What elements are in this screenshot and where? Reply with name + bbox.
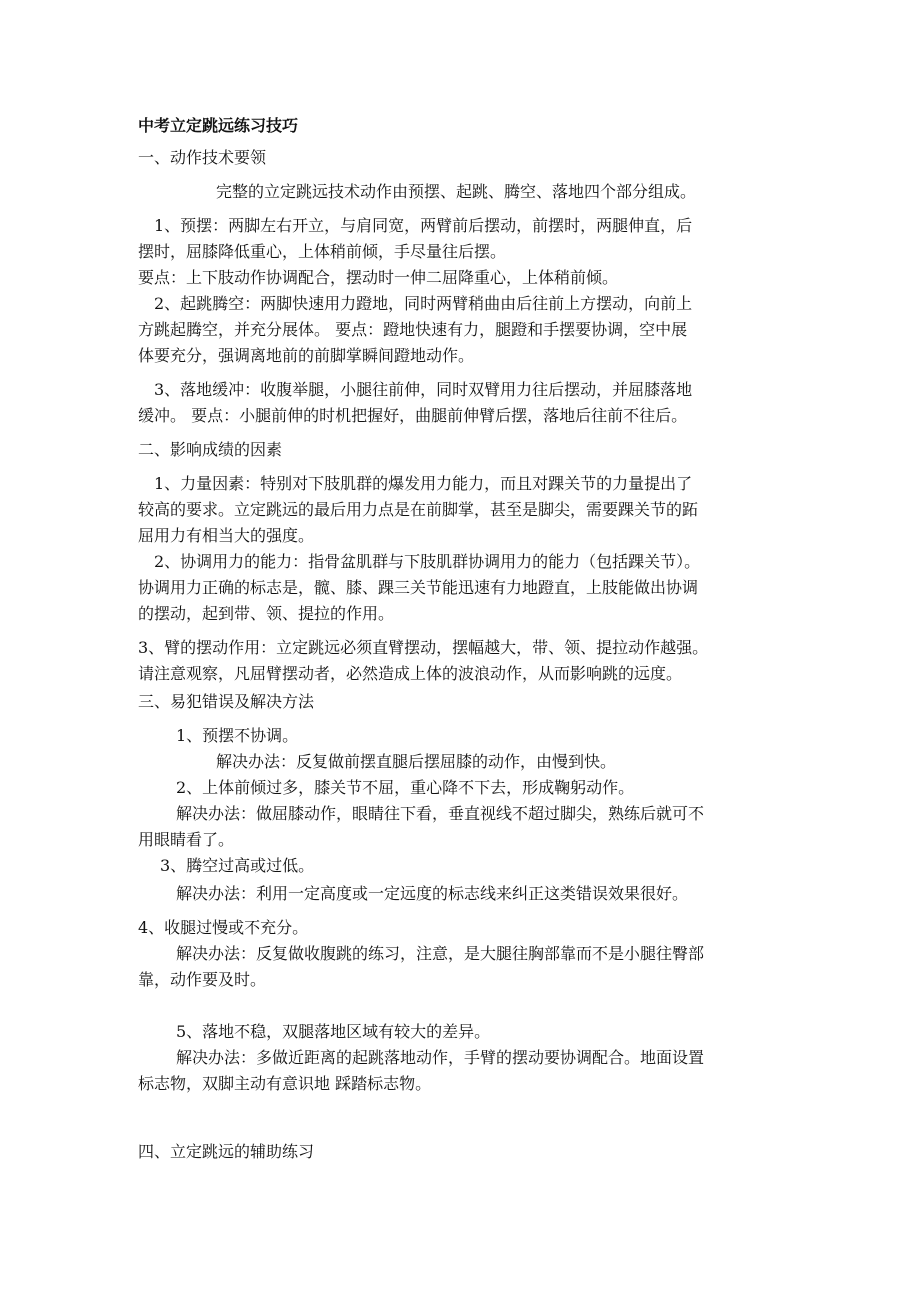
paragraph-line: 请注意观察，凡屈臂摆动者，必然造成上体的波浪动作，从而影响跳的远度。 [138,664,683,683]
paragraph-line: 解决办法：利用一定高度或一定远度的标志线来纠正这类错误效果很好。 [176,884,689,903]
paragraph-line: 缓冲。 要点：小腿前伸的时机把握好，曲腿前伸臂后摆，落地后往前不往后。 [138,406,688,425]
paragraph-line: 摆时，屈膝降低重心，上体稍前倾，手尽量往后摆。 [138,242,507,261]
paragraph-line: 3、落地缓冲：收腹举腿，小腿往前伸，同时双臂用力往后摆动，并屈膝落地 [154,380,693,399]
paragraph-line: 标志物，双脚主动有意识地 踩踏标志物。 [138,1074,432,1093]
paragraph-line: 3、臂的摆动作用：立定跳远必须直臂摆动，摆幅越大，带、领、提拉动作越强。 [138,638,709,657]
paragraph-line: 2、上体前倾过多，膝关节不屈，重心降不下去，形成鞠躬动作。 [176,778,635,797]
paragraph-line: 解决办法：做屈膝动作，眼睛往下看，垂直视线不超过脚尖，熟练后就可不 [176,804,705,823]
paragraph-line: 屈用力有相当大的强度。 [138,526,315,545]
paragraph-line: 完整的立定跳远技术动作由预摆、起跳、腾空、落地四个部分组成。 [216,182,697,201]
section-heading: 一、动作技术要领 [138,148,267,167]
paragraph-line: 1、预摆：两脚左右开立，与肩同宽，两臂前后摆动，前摆时，两腿伸直，后 [154,216,693,235]
section-heading: 四、立定跳远的辅助练习 [138,1142,315,1161]
document-title: 中考立定跳远练习技巧 [138,116,299,135]
paragraph-line: 1、预摆不协调。 [176,726,299,745]
paragraph-line: 4、收腿过慢或不充分。 [138,918,309,937]
paragraph-line: 要点：上下肢动作协调配合，摆动时一伸二屈降重心，上体稍前倾。 [138,268,619,287]
paragraph-line: 1、力量因素：特别对下肢肌群的爆发用力能力，而且对踝关节的力量提出了 [154,474,693,493]
paragraph-line: 解决办法：反复做收腹跳的练习，注意，是大腿往胸部靠而不是小腿往臀部 [176,944,705,963]
paragraph-line: 方跳起腾空，并充分展体。 要点：蹬地快速有力，腿蹬和手摆要协调，空中展 [138,320,688,339]
paragraph-line: 较高的要求。立定跳远的最后用力点是在前脚掌，甚至是脚尖，需要踝关节的跖 [138,500,699,519]
paragraph-line: 解决办法：多做近距离的起跳落地动作，手臂的摆动要协调配合。地面设置 [176,1048,705,1067]
paragraph-line: 2、起跳腾空：两脚快速用力蹬地，同时两臂稍曲由后往前上方摆动，向前上 [154,294,693,313]
paragraph-line: 5、落地不稳，双腿落地区域有较大的差异。 [176,1022,491,1041]
paragraph-line: 2、协调用力的能力：指骨盆肌群与下肢肌群协调用力的能力（包括踝关节）。 [154,552,701,571]
paragraph-line: 体要充分，强调离地前的前脚掌瞬间蹬地动作。 [138,346,475,365]
paragraph-line: 用眼睛看了。 [138,830,235,849]
paragraph-line: 解决办法：反复做前摆直腿后摆屈膝的动作，由慢到快。 [216,752,617,771]
section-heading: 二、影响成绩的因素 [138,440,283,459]
paragraph-line: 的摆动，起到带、领、提拉的作用。 [138,604,395,623]
paragraph-line: 3、腾空过高或过低。 [160,856,315,875]
section-heading: 三、易犯错误及解决方法 [138,692,315,711]
paragraph-line: 靠，动作要及时。 [138,970,267,989]
paragraph-line: 协调用力正确的标志是，髋、膝、踝三关节能迅速有力地蹬直，上肢能做出协调 [138,578,699,597]
